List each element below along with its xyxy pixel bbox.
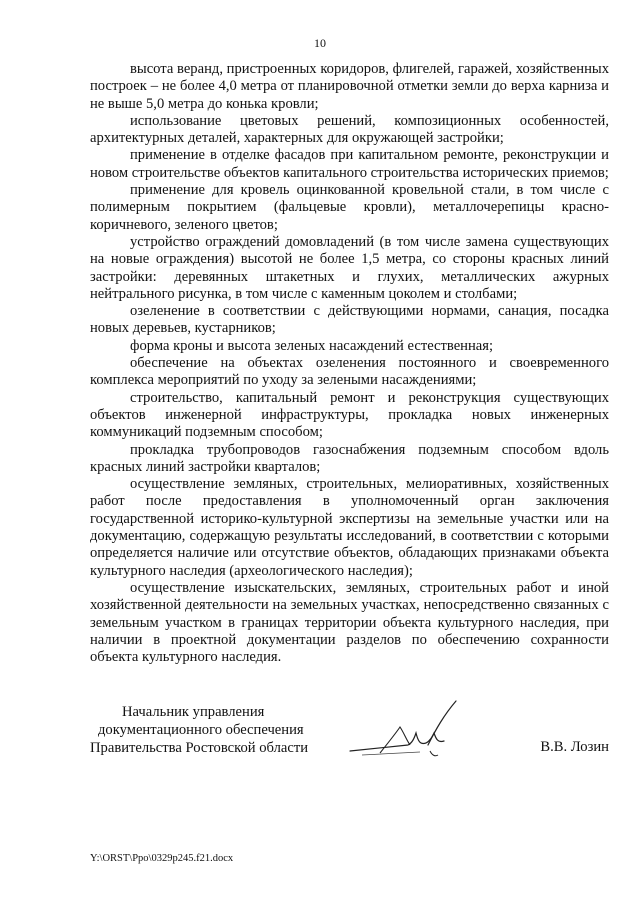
file-path: Y:\ORST\Ppo\0329p245.f21.docx xyxy=(90,853,234,864)
paragraph: строительство, капитальный ремонт и реконструкция существующих объектов инженерной инфраструктуры, прокладка новых инженерных коммуникаций подземным способом; xyxy=(90,389,609,441)
paragraph: форма кроны и высота зеленых насаждений естественная; xyxy=(130,337,494,354)
paragraph: устройство ограждений домовладений (в том числе замена существующих на новые ограждения) высотой не более 1,5 метра, со стороны красных линий застройки: деревянных штакетных и глухих, металлических ажурных нейтрального рисунка, в том числе с каменным цоколем и столбами; xyxy=(90,233,609,302)
paragraph: высота веранд, пристроенных коридоров, флигелей, гаражей, хозяйственных построек – не более 4,0 метра от планировочной отметки земли до верха карниза и не выше 5,0 метра до конька кровли; xyxy=(90,61,609,112)
handwritten-signature xyxy=(340,693,460,768)
paragraph: прокладка трубопроводов газоснабжения подземным способом вдоль красных линий застройки кварталов; xyxy=(90,441,609,475)
signatory-title xyxy=(90,703,308,757)
signatory-title-line: Правительства Ростовской области xyxy=(90,740,309,756)
signatory-title-line: документационного обеспечения xyxy=(98,722,304,738)
page-number: 10 xyxy=(314,36,326,50)
paragraph: обеспечение на объектах озеленения постоянного и своевременного комплекса мероприятий по уходу за зелеными насаждениями; xyxy=(90,355,609,389)
paragraph: применение для кровель оцинкованной кровельной стали, в том числе с полимерным покрытием (фальцевые кровли), металлочерепицы красно-коричневого, зеленого цветов; xyxy=(90,182,609,233)
signatory-name: В.В. Лозин xyxy=(540,739,609,755)
paragraph: озеленение в соответствии с действующими нормами, санация, посадка новых деревьев, кустарников; xyxy=(90,303,609,337)
paragraph: применение в отделке фасадов при капитальном ремонте, реконструкции и новом строительстве объектов капитального строительства исторических приемов; xyxy=(90,147,609,181)
paragraph: осуществление земляных, строительных, мелиоративных, хозяйственных работ после предоставления в уполномоченный орган заключения государственной историко-культурной экспертизы на земельные участки или на документацию, содержащую результаты исследований, в соответствии с которыми определяется наличие или отсутствие объектов, обладающих признаками объекта культурного наследия (археологического наследия); xyxy=(90,476,609,579)
body-text xyxy=(90,61,609,666)
paragraph: использование цветовых решений, композиционных особенностей, архитектурных деталей, характерных для окружающей застройки; xyxy=(90,112,609,147)
signature-block xyxy=(90,703,609,773)
paragraph: осуществление изыскательских, земляных, строительных работ и иной хозяйственной деятельности на земельных участках, непосредственно связанных с земельным участком в границах территории объекта культурного наследия, при наличии в проектной документации разделов по обеспечению сохранности объекта культурного наследия. xyxy=(90,579,609,666)
signatory-title-line: Начальник управления xyxy=(122,704,265,720)
